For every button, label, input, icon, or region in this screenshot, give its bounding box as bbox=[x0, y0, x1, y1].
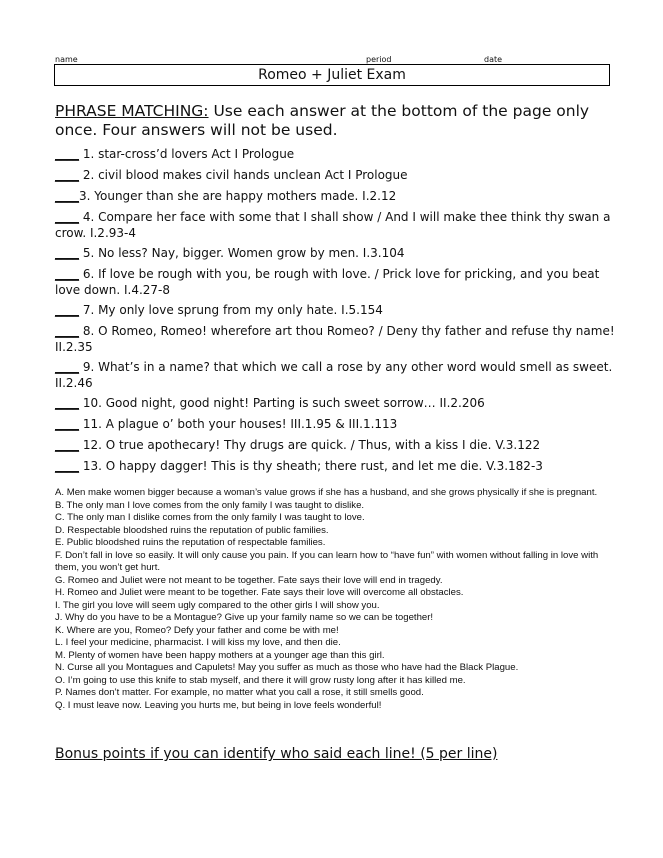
answer-option: K. Where are you, Romeo? Defy your father and come be with me! bbox=[55, 624, 339, 636]
answer-option: F. Don’t fall in love so easily. It will only cause you pain. If you can learn how to “have fun” with women without falling in love with them, you won’t get hurt. bbox=[55, 549, 599, 573]
question-text: 9. What’s in a name? that which we call a rose by any other word would smell as sweet. II.2.46 bbox=[55, 360, 613, 390]
question-text: 10. Good night, good night! Parting is such sweet sorrow… II.2.206 bbox=[79, 396, 485, 410]
answer-blank[interactable]: ____ bbox=[55, 267, 79, 281]
answer-option: A. Men make women bigger because a woman’s value grows if she has a husband, and she grows physically if she is pregnant. bbox=[55, 487, 598, 498]
bonus-instruction: Bonus points if you can identify who said each line! (5 per line) bbox=[55, 746, 498, 762]
answer-option: O. I’m going to use this knife to stab myself, and there it will grow rusty long after it has killed me. bbox=[55, 674, 466, 686]
answer-option: J. Why do you have to be a Montague? Give up your family name so we can be together! bbox=[55, 612, 434, 623]
question-item bbox=[55, 146, 615, 162]
answer-blank[interactable]: ____ bbox=[55, 168, 79, 182]
question-item bbox=[55, 395, 615, 411]
question-item bbox=[55, 266, 615, 298]
question-item bbox=[55, 458, 615, 474]
answer-blank[interactable]: ____ bbox=[55, 417, 79, 431]
answer-option: P. Names don’t matter. For example, no matter what you call a rose, it still smells good. bbox=[55, 687, 424, 698]
question-item bbox=[55, 359, 615, 391]
answer-blank[interactable]: ____ bbox=[55, 360, 79, 374]
question-item bbox=[55, 437, 615, 453]
instructions bbox=[55, 102, 615, 140]
answer-blank[interactable]: ____ bbox=[55, 189, 79, 203]
question-text: 5. No less? Nay, bigger. Women grow by men. I.3.104 bbox=[79, 246, 405, 260]
answer-option: D. Respectable bloodshed ruins the reputation of public families. bbox=[55, 524, 329, 536]
date-label: date bbox=[484, 55, 503, 64]
answer-option: M. Plenty of women have been happy mothers at a younger age than this girl. bbox=[55, 649, 385, 661]
question-item bbox=[55, 167, 615, 183]
answer-option: Q. I must leave now. Leaving you hurts me, but being in love feels wonderful! bbox=[55, 699, 382, 711]
question-text: 1. star-cross’d lovers Act I Prologue bbox=[79, 147, 295, 161]
answer-option: L. I feel your medicine, pharmacist. I will kiss my love, and then die. bbox=[55, 637, 341, 648]
answer-option: N. Curse all you Montagues and Capulets! May you suffer as much as those who have had the Black Plague. bbox=[55, 662, 519, 673]
exam-title: Romeo + Juliet Exam bbox=[54, 64, 610, 86]
answer-blank[interactable]: ____ bbox=[55, 147, 79, 161]
question-text: 7. My only love sprung from my only hate. I.5.154 bbox=[79, 303, 383, 317]
question-text: 11. A plague o’ both your houses! III.1.95 & III.1.113 bbox=[79, 417, 398, 431]
answer-blank[interactable]: ____ bbox=[55, 459, 79, 473]
question-text: 8. O Romeo, Romeo! wherefore art thou Romeo? / Deny thy father and refuse thy name! II.2.35 bbox=[55, 324, 615, 354]
answer-option: E. Public bloodshed ruins the reputation of respectable families. bbox=[55, 537, 326, 548]
question-text: 3. Younger than she are happy mothers made. I.2.12 bbox=[79, 189, 397, 203]
answer-option: H. Romeo and Juliet were meant to be together. Fate says their love will overcome all obstacles. bbox=[55, 587, 464, 598]
answer-bank bbox=[55, 487, 600, 712]
question-item bbox=[55, 209, 615, 241]
period-label: period bbox=[366, 55, 392, 64]
question-text: 2. civil blood makes civil hands unclean Act I Prologue bbox=[79, 168, 408, 182]
question-text: 6. If love be rough with you, be rough with love. / Prick love for pricking, and you beat love down. I.4.27-8 bbox=[55, 267, 600, 297]
question-item bbox=[55, 416, 615, 432]
question-text: 13. O happy dagger! This is thy sheath; there rust, and let me die. V.3.182-3 bbox=[79, 459, 543, 473]
name-label: name bbox=[55, 55, 78, 64]
instructions-heading: PHRASE MATCHING: bbox=[55, 102, 209, 120]
answer-option: B. The only man I love comes from the only family I was taught to dislike. bbox=[55, 499, 365, 511]
question-item bbox=[55, 323, 615, 355]
question-item bbox=[55, 302, 615, 318]
answer-blank[interactable]: ____ bbox=[55, 303, 79, 317]
answer-option: C. The only man I dislike comes from the only family I was taught to love. bbox=[55, 512, 365, 523]
instructions-text: Use each answer at the bottom of the page only once. Four answers will not be used. bbox=[55, 102, 590, 139]
question-item bbox=[55, 188, 615, 204]
answer-blank[interactable]: ____ bbox=[55, 396, 79, 410]
answer-blank[interactable]: ____ bbox=[55, 246, 79, 260]
answer-option: I. The girl you love will seem ugly compared to the other girls I will show you. bbox=[55, 599, 380, 611]
question-text: 12. O true apothecary! Thy drugs are quick. / Thus, with a kiss I die. V.3.122 bbox=[79, 438, 541, 452]
question-item bbox=[55, 245, 615, 261]
answer-blank[interactable]: ____ bbox=[55, 438, 79, 452]
answer-option: G. Romeo and Juliet were not meant to be together. Fate says their love will end in tragedy. bbox=[55, 574, 443, 586]
answer-blank[interactable]: ____ bbox=[55, 324, 79, 338]
answer-blank[interactable]: ____ bbox=[55, 210, 79, 224]
question-text: 4. Compare her face with some that I shall show / And I will make thee think thy swan a crow. I.2.93-4 bbox=[55, 210, 611, 240]
